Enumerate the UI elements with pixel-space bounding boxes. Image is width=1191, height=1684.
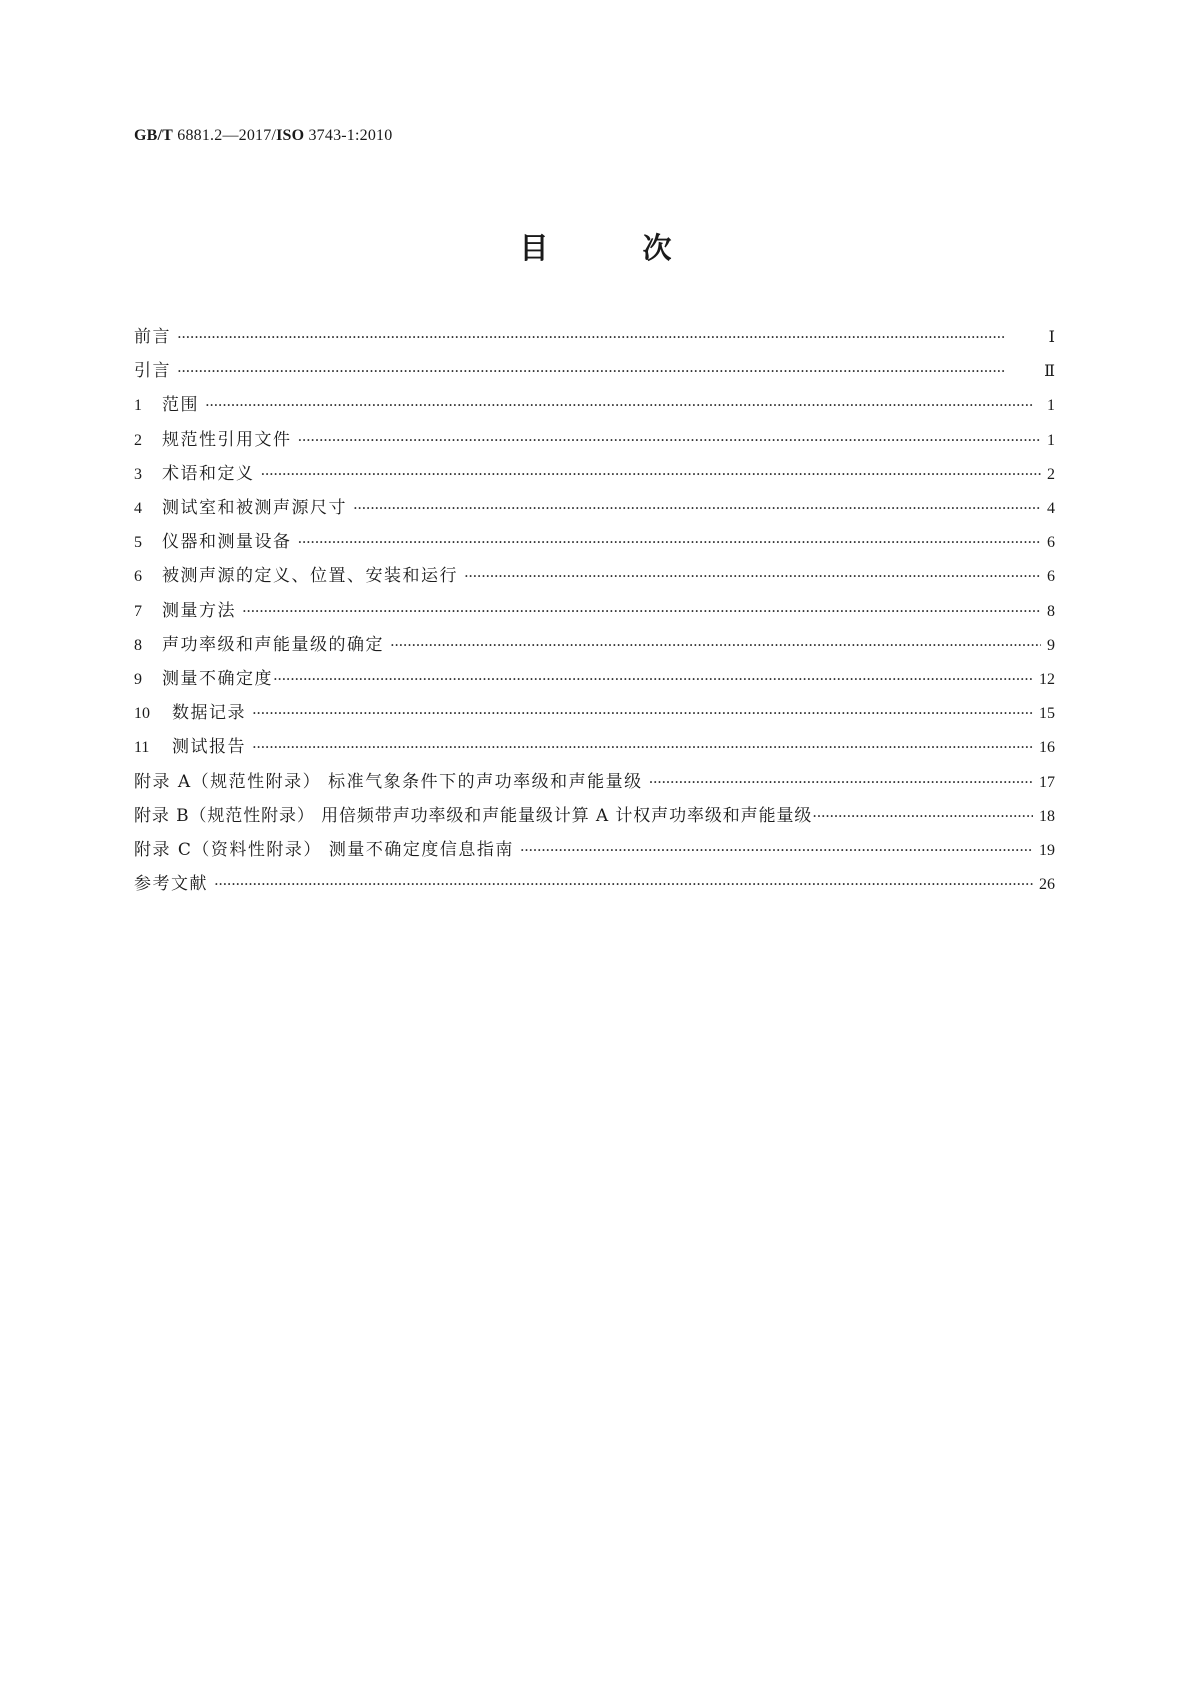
toc-entry-number: 1	[134, 397, 142, 415]
toc-entry-number: 6	[134, 568, 142, 586]
dot-leader	[177, 324, 1043, 350]
toc-entry[interactable]	[134, 598, 1055, 624]
toc-entry[interactable]	[134, 871, 1055, 897]
dot-leader	[520, 837, 1033, 863]
dot-leader	[464, 563, 1041, 589]
toc-entry-page: 16	[1039, 739, 1055, 757]
toc-entry[interactable]	[134, 700, 1055, 726]
toc-entry-number: 11	[134, 739, 150, 757]
dot-leader	[252, 700, 1033, 726]
dot-leader	[649, 769, 1033, 795]
toc-entry-title: 附录 C（资料性附录） 测量不确定度信息指南	[134, 840, 514, 860]
toc-entry-page: 26	[1039, 876, 1055, 894]
dot-leader	[812, 803, 1033, 829]
toc-entry-title: 附录 B（规范性附录） 用倍频带声功率级和声能量级计算 A 计权声功率级和声能量级	[134, 805, 813, 826]
toc-entry-title: 附录 A（规范性附录） 标准气象条件下的声功率级和声能量级	[134, 771, 643, 792]
toc-entry-page: 6	[1047, 568, 1055, 586]
toc-entry-page: 4	[1047, 500, 1055, 517]
toc-entry-number: 10	[134, 705, 150, 723]
toc-entry[interactable]	[134, 392, 1055, 418]
standard-prefix: GB/T	[134, 127, 174, 144]
toc-entry[interactable]	[134, 324, 1055, 350]
toc-entry-title: 声功率级和声能量级的确定	[162, 634, 384, 655]
toc-entry-page: 6	[1047, 534, 1055, 552]
toc-entry-title: 测量不确定度	[162, 669, 273, 689]
toc-entry-page: Ⅱ	[1044, 363, 1055, 381]
toc-entry-title: 测量方法	[162, 600, 236, 621]
toc-entry-page: 15	[1039, 705, 1055, 723]
toc-entry-number: 7	[134, 602, 142, 620]
toc-entry-number: 3	[134, 465, 142, 483]
toc-entry-title: 数据记录	[172, 703, 246, 724]
dot-leader	[242, 598, 1041, 624]
dot-leader	[390, 632, 1041, 658]
toc-entry-page: 8	[1047, 602, 1055, 620]
toc-entry-title: 前言	[134, 327, 171, 347]
toc-entry-title: 参考文献	[134, 874, 208, 895]
toc-entry-title: 规范性引用文件	[162, 429, 292, 450]
toc-entry-page: 18	[1039, 807, 1055, 825]
toc-entry-number: 5	[134, 534, 142, 552]
toc-entry[interactable]	[134, 837, 1055, 863]
toc-entry[interactable]	[134, 734, 1055, 760]
dot-leader	[252, 734, 1033, 760]
toc-entry-number: 4	[134, 500, 142, 517]
toc-entry-title: 测试报告	[172, 737, 246, 758]
standard-number: 6881.2—2017/	[173, 127, 277, 144]
toc-entry[interactable]	[134, 461, 1055, 487]
page-title: 目 次	[519, 231, 714, 265]
toc-entry-title: 术语和定义	[162, 463, 255, 484]
toc-entry-title: 测试室和被测声源尺寸	[162, 498, 347, 518]
dot-leader	[177, 358, 1038, 384]
toc-entry-page: 1	[1047, 397, 1055, 415]
toc-entry-page: 9	[1047, 636, 1055, 654]
toc-entry-title: 被测声源的定义、位置、安装和运行	[162, 566, 458, 587]
toc-entry-page: Ⅰ	[1048, 329, 1055, 346]
dot-leader	[298, 427, 1042, 453]
dot-leader	[214, 871, 1033, 897]
dot-leader	[205, 392, 1041, 418]
toc-entry-page: 17	[1039, 773, 1055, 791]
toc-entry-title: 仪器和测量设备	[162, 532, 292, 553]
iso-number: 3743-1:2010	[304, 127, 393, 144]
toc-entry[interactable]	[134, 529, 1055, 555]
toc-entry[interactable]	[134, 495, 1055, 521]
toc-entry[interactable]	[134, 427, 1055, 453]
toc-entry-page: 12	[1039, 671, 1055, 688]
toc-entry-page: 19	[1039, 842, 1055, 859]
dot-leader	[261, 461, 1042, 487]
dot-leader	[298, 529, 1042, 555]
toc-entry-title: 引言	[134, 361, 171, 382]
toc-entry-number: 2	[134, 431, 142, 449]
toc-entry[interactable]	[134, 632, 1055, 658]
dot-leader	[353, 495, 1041, 521]
dot-leader	[273, 666, 1033, 692]
toc-entry-number: 8	[134, 636, 142, 654]
iso-prefix: ISO	[276, 127, 305, 144]
toc-entry-page: 2	[1047, 465, 1055, 483]
document-header	[134, 127, 392, 145]
toc-entry[interactable]	[134, 358, 1055, 384]
toc-entry[interactable]	[134, 666, 1055, 692]
toc-entry[interactable]	[134, 803, 1055, 829]
toc-entry[interactable]	[134, 769, 1055, 795]
toc-entry-number: 9	[134, 671, 142, 688]
toc-entry[interactable]	[134, 563, 1055, 589]
toc-entry-page: 1	[1047, 431, 1055, 449]
toc-entry-title: 范围	[162, 395, 199, 416]
